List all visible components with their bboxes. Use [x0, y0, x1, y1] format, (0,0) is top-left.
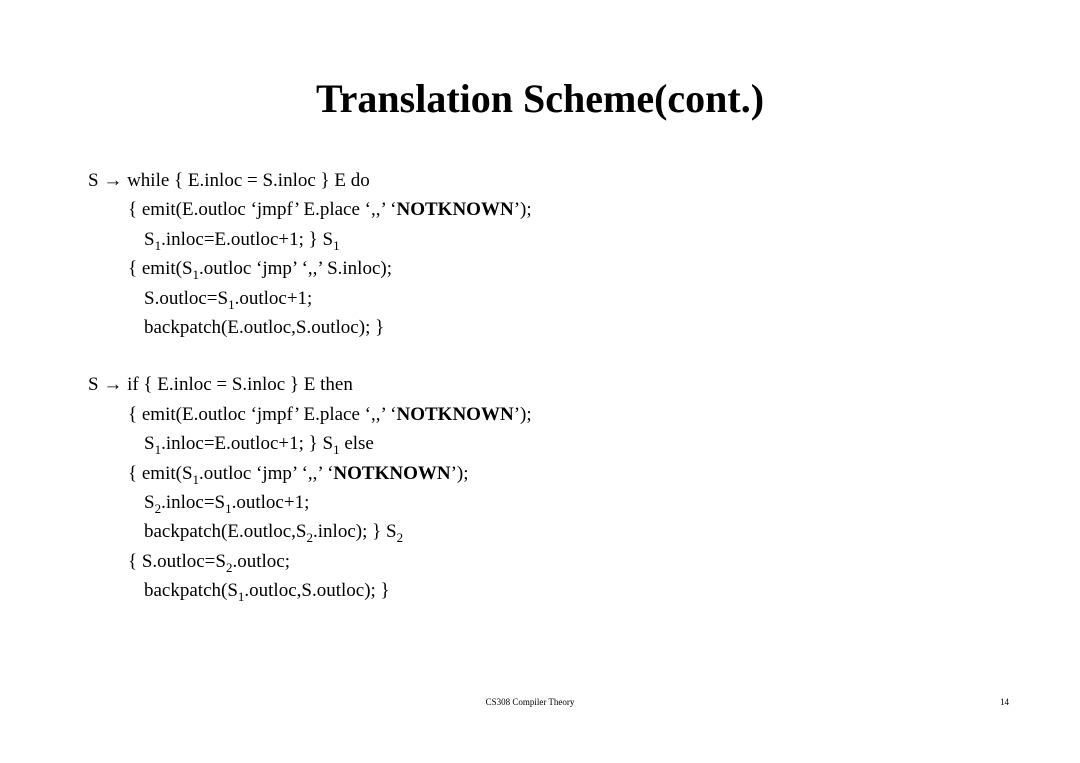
subscript: 2: [396, 530, 404, 546]
keyword-notknown: NOTKNOWN: [396, 199, 514, 221]
right-arrow-icon: →: [103, 374, 123, 396]
subscript: 1: [333, 237, 340, 253]
spacer: [88, 342, 1048, 370]
text: .outloc+1;: [231, 491, 310, 513]
while-rule-line-2: [88, 195, 1048, 224]
while-rule-line-5: [88, 284, 1048, 313]
text: .inloc); } S: [313, 521, 397, 543]
subscript: 2: [225, 559, 233, 575]
text: .outloc,S.outloc); }: [244, 580, 390, 602]
if-rule-line-5: [88, 488, 1048, 517]
text: ’);: [513, 403, 532, 425]
slide-body: [88, 166, 1048, 605]
text: .inloc=E.outloc+1; } S: [161, 228, 334, 250]
text: { emit(E.outloc ‘jmpf’ E.place ‘,,’ ‘: [128, 199, 397, 221]
if-rule-line-8: [88, 576, 1048, 605]
subscript: 2: [306, 530, 314, 546]
text: .outloc ‘jmp’ ‘,,’ S.inloc);: [199, 258, 392, 280]
text: while { E.inloc = S.inloc } E do: [122, 170, 370, 191]
text: { emit(S: [128, 462, 193, 484]
text: S.outloc=S: [144, 287, 229, 309]
text: backpatch(E.outloc,S: [144, 521, 307, 543]
keyword-notknown: NOTKNOWN: [333, 462, 451, 484]
while-rule-line-4: [88, 254, 1048, 283]
text: S: [88, 374, 104, 396]
subscript: 1: [154, 442, 162, 458]
if-rule-line-3: [88, 429, 1048, 458]
text: backpatch(E.outloc,S.outloc); }: [144, 316, 385, 338]
footer-course-name: CS308 Compiler Theory: [485, 697, 575, 707]
text: S: [88, 170, 104, 191]
text: ’);: [450, 462, 469, 484]
while-rule-line-3: [88, 225, 1048, 254]
if-rule-line-2: [88, 400, 1048, 429]
text: .outloc ‘jmp’ ‘,,’ ‘: [199, 462, 334, 484]
text: { emit(E.outloc ‘jmpf’ E.place ‘,,’ ‘: [128, 403, 397, 425]
text: backpatch(S: [144, 580, 238, 602]
while-rule-line-6: [88, 313, 1048, 342]
subscript: 2: [154, 500, 162, 516]
while-rule-head: [88, 166, 1048, 195]
text: { emit(S: [128, 258, 193, 280]
if-rule-line-6: [88, 517, 1048, 546]
subscript: 1: [333, 442, 340, 458]
if-rule-line-7: [88, 547, 1048, 576]
text: ’);: [513, 199, 532, 221]
subscript: 1: [237, 589, 245, 605]
subscript: 1: [228, 296, 235, 312]
text: .inloc=S: [161, 491, 226, 513]
if-rule-line-4: [88, 459, 1048, 488]
text: .outloc+1;: [234, 287, 313, 309]
right-arrow-icon: →: [103, 170, 123, 191]
if-rule-head: [88, 370, 1048, 399]
subscript: 1: [192, 471, 200, 487]
text: S: [144, 491, 155, 513]
text: .inloc=E.outloc+1; } S: [161, 433, 334, 455]
text: if { E.inloc = S.inloc } E then: [122, 374, 353, 396]
text: { S.outloc=S: [128, 550, 226, 572]
text: S: [144, 228, 155, 250]
slide-title: Translation Scheme(cont.): [315, 76, 765, 121]
page-number: 14: [1000, 697, 1009, 707]
subscript: 1: [225, 500, 232, 516]
text: else: [339, 433, 374, 455]
subscript: 1: [192, 267, 200, 283]
subscript: 1: [154, 237, 162, 253]
text: .outloc;: [232, 550, 290, 572]
keyword-notknown: NOTKNOWN: [396, 403, 514, 425]
text: S: [144, 433, 155, 455]
